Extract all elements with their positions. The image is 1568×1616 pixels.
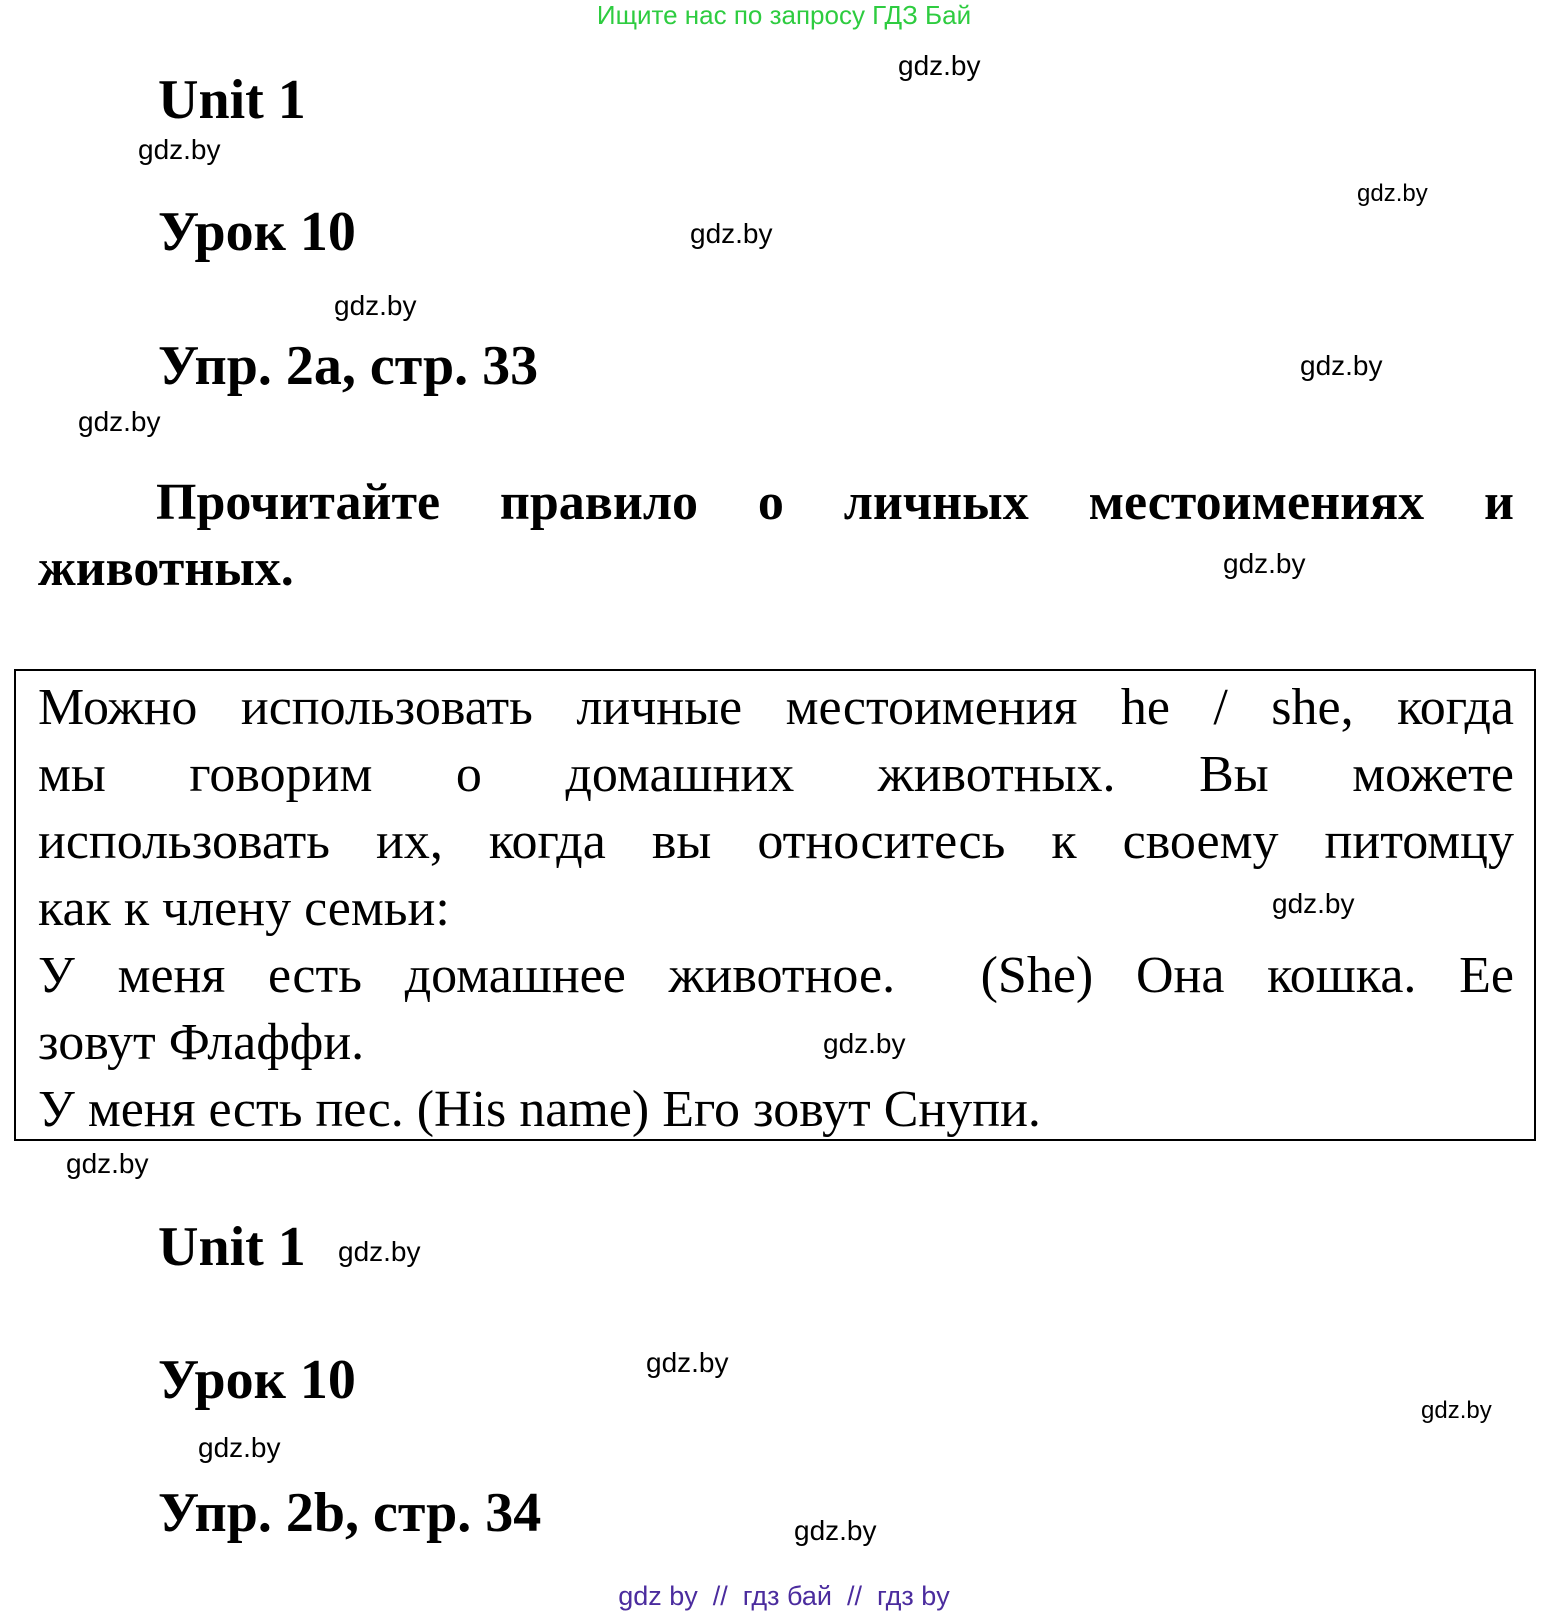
rule-line-5: У меня есть домашнее животное. (She) Она кошка. Ее bbox=[38, 947, 1514, 1004]
watermark: gdz.by bbox=[646, 1347, 729, 1378]
instruction-line-2: животных. bbox=[38, 540, 294, 597]
rule-line-3: использовать их, когда вы относитесь к своему питомцу bbox=[38, 813, 1514, 870]
lesson-heading-1: Урок 10 bbox=[158, 201, 356, 263]
top-banner: Ищите нас по запросу ГДЗ Бай bbox=[596, 0, 972, 30]
watermark: gdz.by bbox=[1421, 1397, 1492, 1424]
unit-heading-1: Unit 1 bbox=[158, 69, 306, 131]
unit-heading-2: Unit 1 bbox=[158, 1216, 306, 1278]
watermark: gdz.by bbox=[338, 1236, 421, 1267]
watermark: gdz.by bbox=[1357, 180, 1428, 207]
rule-line-7: У меня есть пес. (His name) Его зовут Снупи. bbox=[38, 1081, 1041, 1138]
rule-line-1: Можно использовать личные местоимения he / she, когда bbox=[38, 679, 1514, 736]
watermark: gdz.by bbox=[823, 1028, 906, 1059]
watermark: gdz.by bbox=[794, 1515, 877, 1546]
watermark: gdz.by bbox=[1300, 350, 1383, 381]
lesson-heading-2: Урок 10 bbox=[158, 1349, 356, 1411]
rule-line-2: мы говорим о домашних животных. Вы можете bbox=[38, 746, 1514, 803]
watermark: gdz.by bbox=[334, 290, 417, 321]
exercise-heading-1: Упр. 2а, стр. 33 bbox=[158, 335, 539, 397]
rule-line-6: зовут Флаффи. bbox=[38, 1014, 365, 1071]
instruction-line-1: Прочитайте правило о личных местоимениях и bbox=[156, 474, 1514, 531]
rule-line-4: как к члену семьи: bbox=[38, 880, 450, 937]
watermark: gdz.by bbox=[66, 1148, 149, 1179]
watermark: gdz.by bbox=[690, 218, 773, 249]
watermark: gdz.by bbox=[138, 134, 221, 165]
footer-links: gdz by // гдз бай // гдз by bbox=[618, 1581, 950, 1611]
watermark: gdz.by bbox=[1272, 888, 1355, 919]
watermark: gdz.by bbox=[198, 1432, 281, 1463]
watermark: gdz.by bbox=[78, 406, 161, 437]
watermark: gdz.by bbox=[898, 50, 981, 81]
exercise-heading-2: Упр. 2b, стр. 34 bbox=[158, 1482, 542, 1544]
exercise-instruction bbox=[38, 470, 1514, 602]
watermark: gdz.by bbox=[1223, 548, 1306, 579]
